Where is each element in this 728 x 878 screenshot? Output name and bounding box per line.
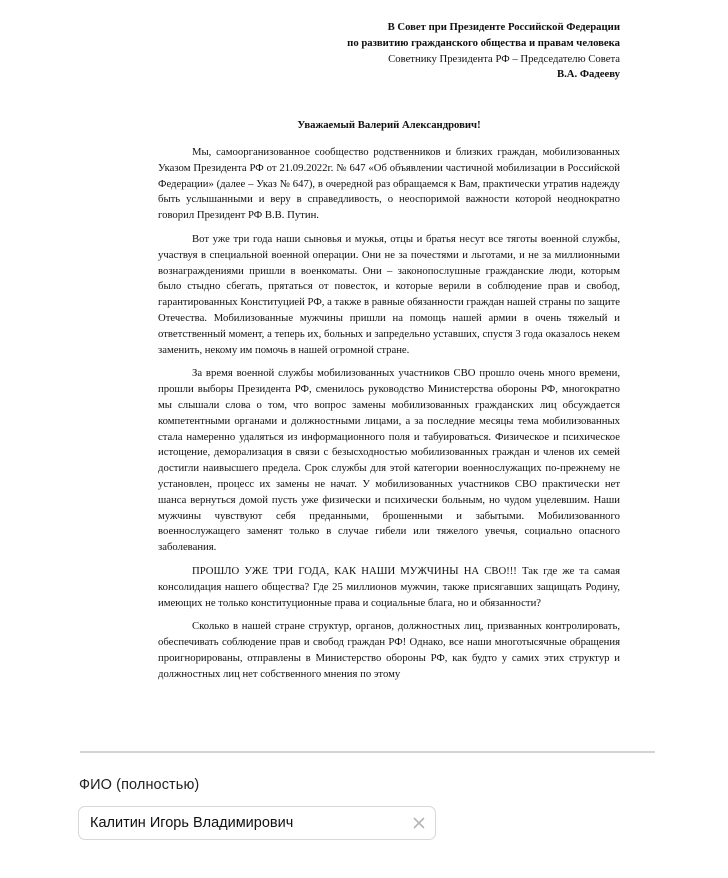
full-name-label: ФИО (полностью) bbox=[79, 777, 200, 793]
addressee-line: В.А. Фадееву bbox=[556, 68, 620, 81]
letter-paragraph: Сколько в нашей стране структур, органов, должностных лиц, призванных контролировать, обеспечивать соблюдение прав и свобод граждан РФ! Однако, все наши многотысячные обращения проигнорированы, отправлены в Министерство обороны РФ, как будто у самих этих структур и должностных лиц нет собственного мнения по этому bbox=[158, 620, 620, 680]
addressee-block bbox=[158, 20, 620, 83]
full-name-field[interactable] bbox=[78, 806, 436, 840]
letter-paragraph: За время военной службы мобилизованных участников СВО прошло очень много времени, прошли выборы Президента РФ, сменилось руководство Министерства обороны РФ, многократно мы слышали слова о том, что вопрос замены мобилизованных гражданских лиц обсуждается компетентными органами и должностными лицами, а за последние месяцы тема мобилизованных стала намеренно удаляться из информационного поля и табуироваться. Физическое и психическое истощение, деморализация в связи с безысходностью мобилизованных граждан и членов их семей достигли наивысшего предела. Срок службы для этой категории военнослужащих по-прежнему не установлен, процесс их замены не начат. У мобилизованных участников СВО практически нет шанса вернуться домой пусть уже физически и психически больным, но чудом уцелевшим. Наши мужчины чувствуют себя преданными, брошенными и забытыми. Мобилизованного военнослужащего заменят только в случае гибели или тяжелого увечья, социально опасного заболевания. bbox=[158, 367, 620, 554]
addressee-line: Советнику Президента РФ – Председателю Совета bbox=[388, 52, 620, 65]
addressee-line: по развитию гражданского общества и правам человека bbox=[347, 36, 620, 49]
close-icon[interactable] bbox=[411, 815, 427, 831]
full-name-input[interactable] bbox=[90, 807, 405, 839]
letter-paragraph: Мы, самоорганизованное сообщество родственников и близких граждан, мобилизованных Указом Президента РФ от 21.09.2022г. № 647 «Об объявлении частичной мобилизации в Российской Федерации» (далее – Указ № 647), в очередной раз обращаемся к Вам, практически утратив надежду быть услышанными и веру в справедливость, о неоспоримой важности которой неоднократно говорил Президент РФ В.В. Путин. bbox=[158, 145, 620, 222]
letter-paragraph: Вот уже три года наши сыновья и мужья, отцы и братья несут все тяготы военной службы, участвуя в специальной военной операции. Они не за почестями и льготами, и не за миллионными вознаграждениями пришли в военкоматы. Они – законопослушные гражданские люди, которым было стыдно сбегать, прятаться от повесток, и которые верили в соблюдение прав и свобод, гарантированных Конституцией РФ, а также в равные обязанности граждан нашей страны по защите Отечества. Мобилизованные мужчины пришли на помощь нашей армии в очень тяжелый и ответственный момент, а теперь их, больных и запредельно уставших, спустя 3 года оказалось некем заменить, некому им помочь в нашей огромной стране. bbox=[158, 232, 620, 356]
salutation: Уважаемый Валерий Александрович! bbox=[297, 119, 481, 132]
section-divider bbox=[80, 751, 655, 753]
letter-document bbox=[158, 20, 620, 690]
letter-preview[interactable] bbox=[83, 0, 655, 749]
letter-paragraph: ПРОШЛО УЖЕ ТРИ ГОДА, КАК НАШИ МУЖЧИНЫ НА СВО!!! Так где же та самая консолидация нашего общества? Где 25 миллионов мужчин, также присягавших защищать Родину, имеющих не только конституционные права и социальные блага, но и обязанности? bbox=[158, 564, 620, 609]
addressee-line: В Совет при Президенте Российской Федерации bbox=[387, 21, 620, 33]
